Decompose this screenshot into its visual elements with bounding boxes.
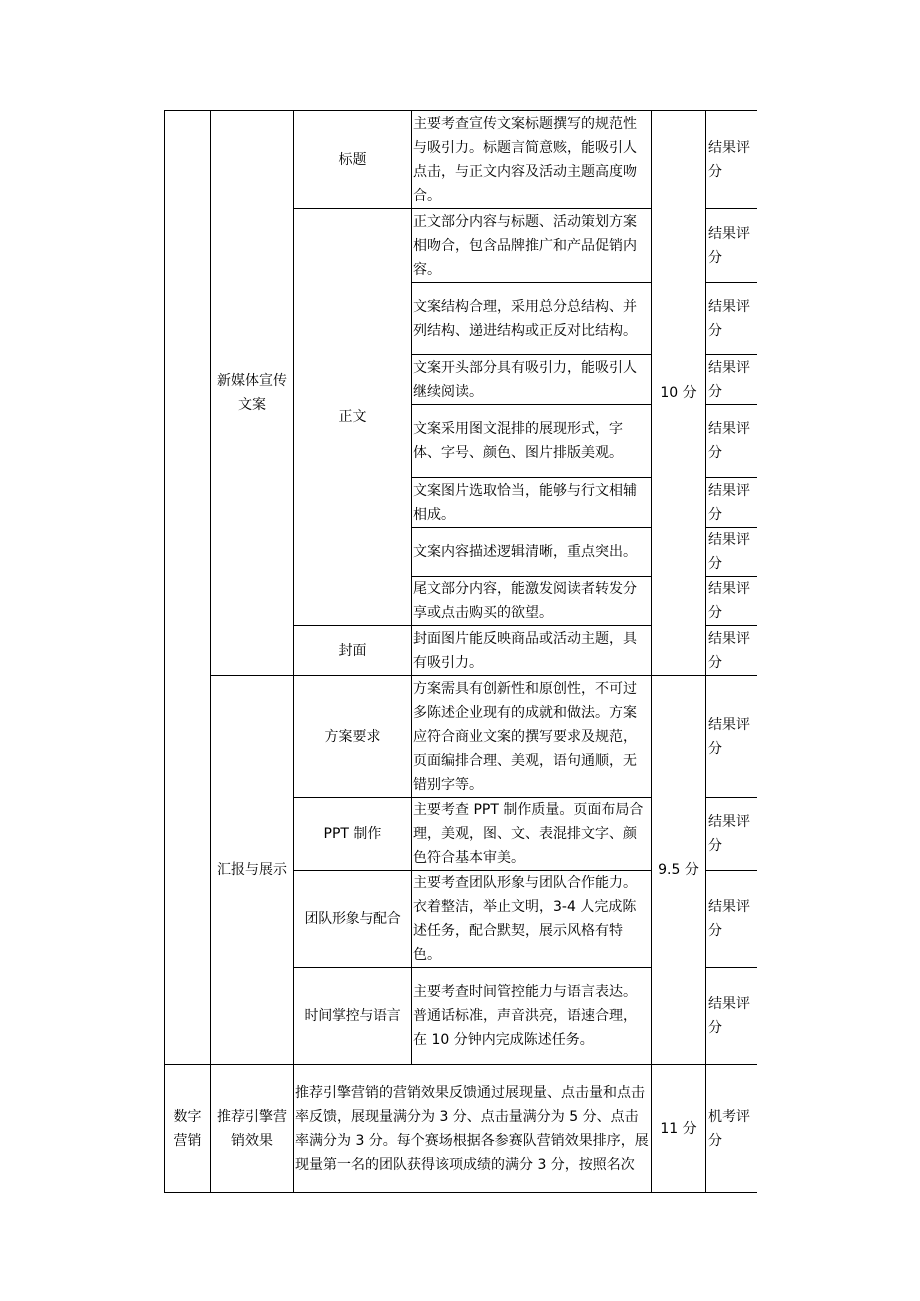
criteria-cell: 封面图片能反映商品或活动主题，具有吸引力。 [412,626,652,676]
method-cell: 结果评分 [706,283,757,355]
method-cell: 结果评分 [706,405,757,478]
method-cell: 结果评分 [706,478,757,528]
criteria-cell: 文案采用图文混排的展现形式，字体、字号、颜色、图片排版美观。 [412,405,652,478]
score-cell: 11 分 [652,1065,706,1193]
criteria-cell: 文案结构合理，采用总分总结构、并列结构、递进结构或正反对比结构。 [412,283,652,355]
item-report-presentation: 汇报与展示 [211,676,294,1065]
sub-item-cell: 时间掌控与语言 [294,968,412,1065]
sub-item-cell: 方案要求 [294,676,412,798]
sub-item-cell: PPT 制作 [294,798,412,871]
method-cell: 机考评分 [706,1065,757,1193]
criteria-cell: 主要考查时间管控能力与语言表达。普通话标准，声音洪亮，语速合理，在 10 分钟内完成陈述任务。 [412,968,652,1065]
criteria-cell: 文案图片选取恰当，能够与行文相辅相成。 [412,478,652,528]
method-cell: 结果评分 [706,528,757,577]
sub-item-cell: 团队形象与配合 [294,871,412,968]
method-cell: 结果评分 [706,798,757,871]
method-cell: 结果评分 [706,209,757,283]
table-row [165,676,757,798]
method-cell: 结果评分 [706,871,757,968]
method-cell: 结果评分 [706,577,757,626]
criteria-cell: 文案内容描述逻辑清晰，重点突出。 [412,528,652,577]
module-cell: 数字营销 [165,1065,211,1193]
table-row [165,111,757,209]
criteria-cell: 正文部分内容与标题、活动策划方案相吻合，包含品牌推广和产品促销内容。 [412,209,652,283]
sub-item-cell: 正文 [294,209,412,626]
criteria-cell: 尾文部分内容，能激发阅读者转发分享或点击购买的欲望。 [412,577,652,626]
item-new-media-copy: 新媒体宣传文案 [211,111,294,676]
method-cell: 结果评分 [706,111,757,209]
module-cell-empty [165,111,211,1065]
method-cell: 结果评分 [706,626,757,676]
criteria-cell: 文案开头部分具有吸引力，能吸引人继续阅读。 [412,355,652,405]
criteria-cell: 推荐引擎营销的营销效果反馈通过展现量、点击量和点击率反馈，展现量满分为 3 分、点击量满分为 5 分、点击率满分为 3 分。每个赛场根据各参赛队营销效果排序，展现量第一名的团队获得该项成绩的满分 3 分，按照名次 [294,1065,652,1193]
score-cell: 9.5 分 [652,676,706,1065]
score-cell: 10 分 [652,111,706,676]
item-cell: 推荐引擎营销效果 [211,1065,294,1193]
criteria-cell: 主要考查团队形象与团队合作能力。衣着整洁，举止文明，3-4 人完成陈述任务，配合默契，展示风格有特色。 [412,871,652,968]
criteria-cell: 方案需具有创新性和原创性，不可过多陈述企业现有的成就和做法。方案应符合商业文案的撰写要求及规范，页面编排合理、美观，语句通顺，无错别字等。 [412,676,652,798]
scoring-rubric-table [164,110,757,1193]
sub-item-cell: 封面 [294,626,412,676]
criteria-cell: 主要考查宣传文案标题撰写的规范性与吸引力。标题言简意赅，能吸引人点击，与正文内容及活动主题高度吻合。 [412,111,652,209]
method-cell: 结果评分 [706,676,757,798]
table-row [165,1065,757,1193]
method-cell: 结果评分 [706,355,757,405]
sub-item-cell: 标题 [294,111,412,209]
criteria-cell: 主要考查 PPT 制作质量。页面布局合理，美观，图、文、表混排文字、颜色符合基本审美。 [412,798,652,871]
method-cell: 结果评分 [706,968,757,1065]
